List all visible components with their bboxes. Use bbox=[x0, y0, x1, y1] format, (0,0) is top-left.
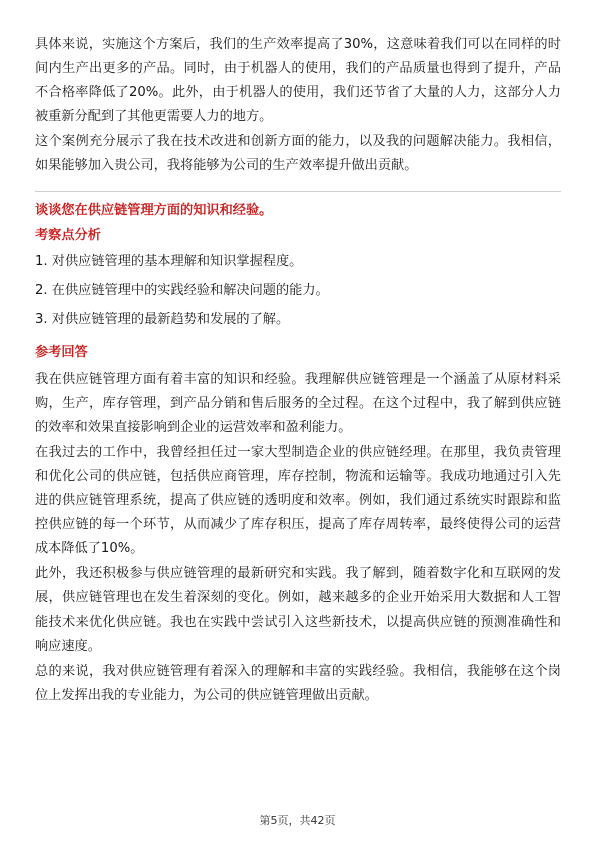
analysis-item: 3. 对供应链管理的最新趋势和发展的了解。 bbox=[35, 311, 290, 327]
answer-heading: 参考回答 bbox=[35, 344, 88, 360]
document-page bbox=[35, 33, 561, 709]
intro-paragraph: 具体来说，实施这个方案后，我们的生产效率提高了30%，这意味着我们可以在同样的时间内生产出更多的产品。同时，由于机器人的使用，我们的产品质量也得到了提升，产品不合格率降低了20%。此外，由于机器人的使用，我们还节省了大量的人力，这部分人力被重新分配到了其他更需要人力的地方。 bbox=[35, 37, 561, 125]
answer-paragraph: 在我过去的工作中，我曾经担任过一家大型制造企业的供应链经理。在那里，我负责管理和优化公司的供应链，包括供应商管理，库存控制，物流和运输等。我成功地通过引入先进的供应链管理系统，提高了供应链的透明度和效率。例如，我们通过系统实时跟踪和监控供应链的每一个环节，从而减少了库存积压，提高了库存周转率，最终使得公司的运营成本降低了10%。 bbox=[35, 444, 561, 557]
answer-paragraph: 我在供应链管理方面有着丰富的知识和经验。我理解供应链管理是一个涵盖了从原材料采购，生产，库存管理，到产品分销和售后服务的全过程。在这个过程中，我了解到供应链的效率和效果直接影响到企业的运营效率和盈利能力。 bbox=[35, 371, 561, 435]
question-heading: 谈谈您在供应链管理方面的知识和经验。 bbox=[35, 202, 273, 218]
answer-paragraph: 总的来说，我对供应链管理有着深入的理解和丰富的实践经验。我相信，我能够在这个岗位上发挥出我的专业能力，为公司的供应链管理做出贡献。 bbox=[35, 663, 561, 703]
analysis-item: 1. 对供应链管理的基本理解和知识掌握程度。 bbox=[35, 253, 303, 269]
page-number: 第5页，共42页 bbox=[259, 814, 336, 827]
analysis-item: 2. 在供应链管理中的实践经验和解决问题的能力。 bbox=[35, 282, 329, 298]
section-divider bbox=[35, 191, 561, 192]
intro-paragraph: 这个案例充分展示了我在技术改进和创新方面的能力，以及我的问题解决能力。我相信，如果能够加入贵公司，我将能够为公司的生产效率提升做出贡献。 bbox=[35, 134, 561, 174]
answer-paragraph: 此外，我还积极参与供应链管理的最新研究和实践。我了解到，随着数字化和互联网的发展，供应链管理也在发生着深刻的变化。例如，越来越多的企业开始采用大数据和人工智能技术来优化供应链。我也在实践中尝试引入这些新技术，以提高供应链的预测准确性和响应速度。 bbox=[35, 566, 561, 654]
analysis-heading: 考察点分析 bbox=[35, 227, 101, 243]
